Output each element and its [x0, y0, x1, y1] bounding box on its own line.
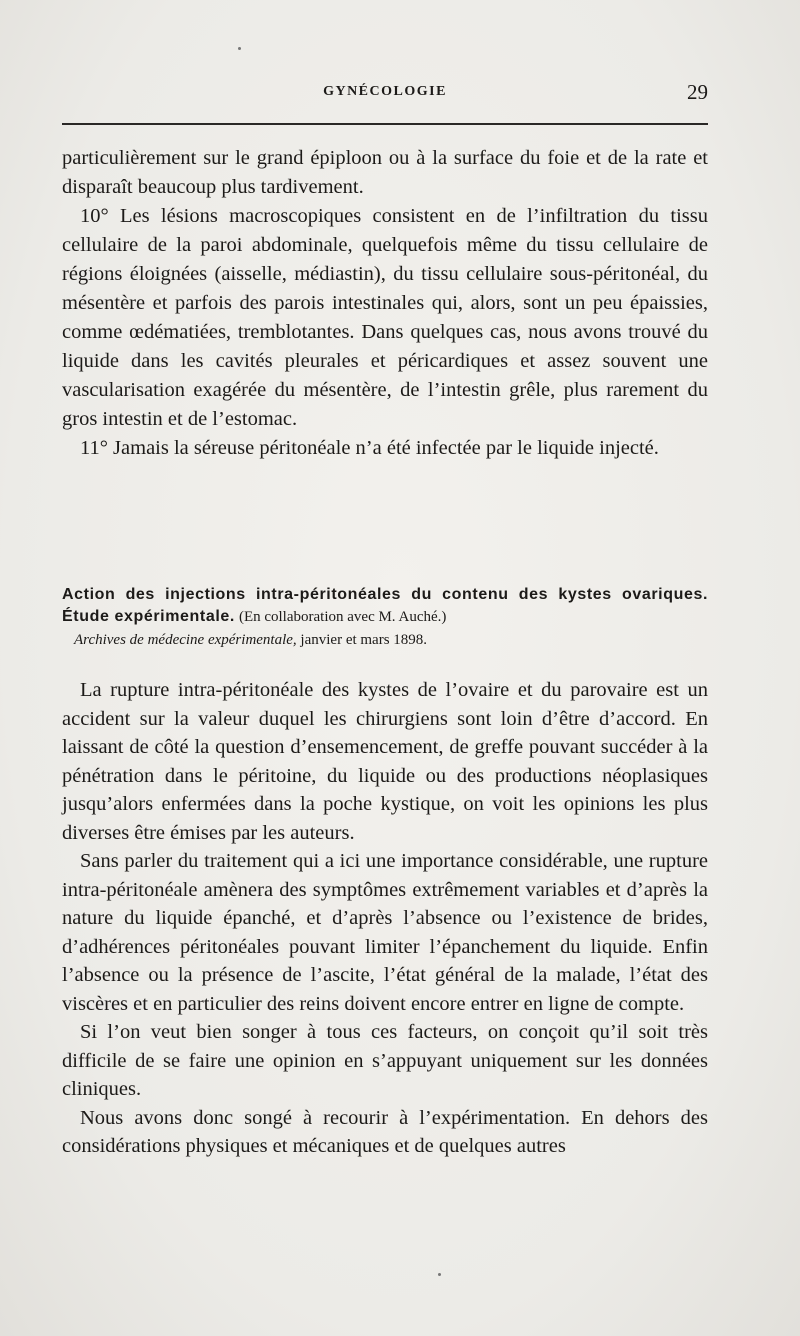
- article-title: Action des injections intra-péritonéales du contenu des kystes ovariques. Étude expérimentale.: [62, 586, 708, 625]
- continued-text: [62, 144, 708, 463]
- article-title-block: [62, 584, 708, 628]
- paragraph-point-11: 11° Jamais la séreuse péritonéale n’a été infectée par le liquide injecté.: [80, 437, 659, 459]
- running-title: GYNÉCOLOGIE: [323, 84, 447, 99]
- paragraph: La rupture intra-péritonéale des kystes de l’ovaire et du parovaire est un accident sur la valeur duquel les chirurgiens sont loin d’être d’accord. En laissant de côté la question d’ensemencement, de greffe pouvant succéder à la pénétration dans le péritoine, du liquide ou des productions néoplasiques jusqu’alors enfermées dans la poche kystique, on voit les opinions les plus diverses être émises par les auteurs.: [62, 679, 708, 844]
- header-rule: [62, 123, 708, 125]
- paragraph: Sans parler du traitement qui a ici une importance considérable, une rupture intra-péritonéale amènera des symptômes extrêmement variables et d’après la nature du liquide épanché, et d’après l’absence ou l’existence de brides, d’adhérences péritonéales pouvant limiter l’épanchement du liquide. Enfin l’absence ou la présence de l’ascite, l’état général de la malade, l’état des viscères et en particulier des reins doivent encore entrer en ligne de compte.: [62, 850, 708, 1015]
- article-date: janvier et mars 1898.: [300, 632, 428, 648]
- print-speck: [438, 1273, 441, 1276]
- article-body: [62, 676, 708, 1161]
- article-heading: [62, 584, 708, 652]
- paragraph: Si l’on veut bien songer à tous ces facteurs, on conçoit qu’il soit très difficile de se faire une opinion en s’appuyant uniquement sur les données cliniques.: [62, 1021, 708, 1100]
- article-journal: Archives de médecine expérimentale,: [74, 632, 297, 648]
- print-speck: [238, 47, 241, 50]
- page-number: 29: [687, 80, 708, 104]
- article-collaboration: (En collaboration avec M. Auché.): [238, 609, 447, 625]
- running-header: [62, 80, 708, 110]
- article-source: [62, 628, 708, 652]
- paragraph-point-10: 10° Les lésions macroscopiques consistent en de l’infiltration du tissu cellulaire de la paroi abdominale, quelquefois même du tissu cellulaire de régions éloignées (aisselle, médiastin), du tissu cellulaire sous-péritonéal, du mésentère et parfois des parois intestinales qui, alors, sont un peu épaissies, comme œdématiées, tremblotantes. Dans quelques cas, nous avons trouvé du liquide dans les cavités pleurales et péricardiques et assez souvent une vascularisation exagérée du mésentère, de l’intestin grêle, plus rarement du gros intestin et de l’estomac.: [62, 205, 708, 430]
- paragraph: Nous avons donc songé à recourir à l’expérimentation. En dehors des considérations physiques et mécaniques et de quelques autres: [62, 1106, 708, 1157]
- paragraph-continuation: particulièrement sur le grand épiploon ou à la surface du foie et de la rate et disparaît beaucoup plus tardivement.: [62, 147, 708, 198]
